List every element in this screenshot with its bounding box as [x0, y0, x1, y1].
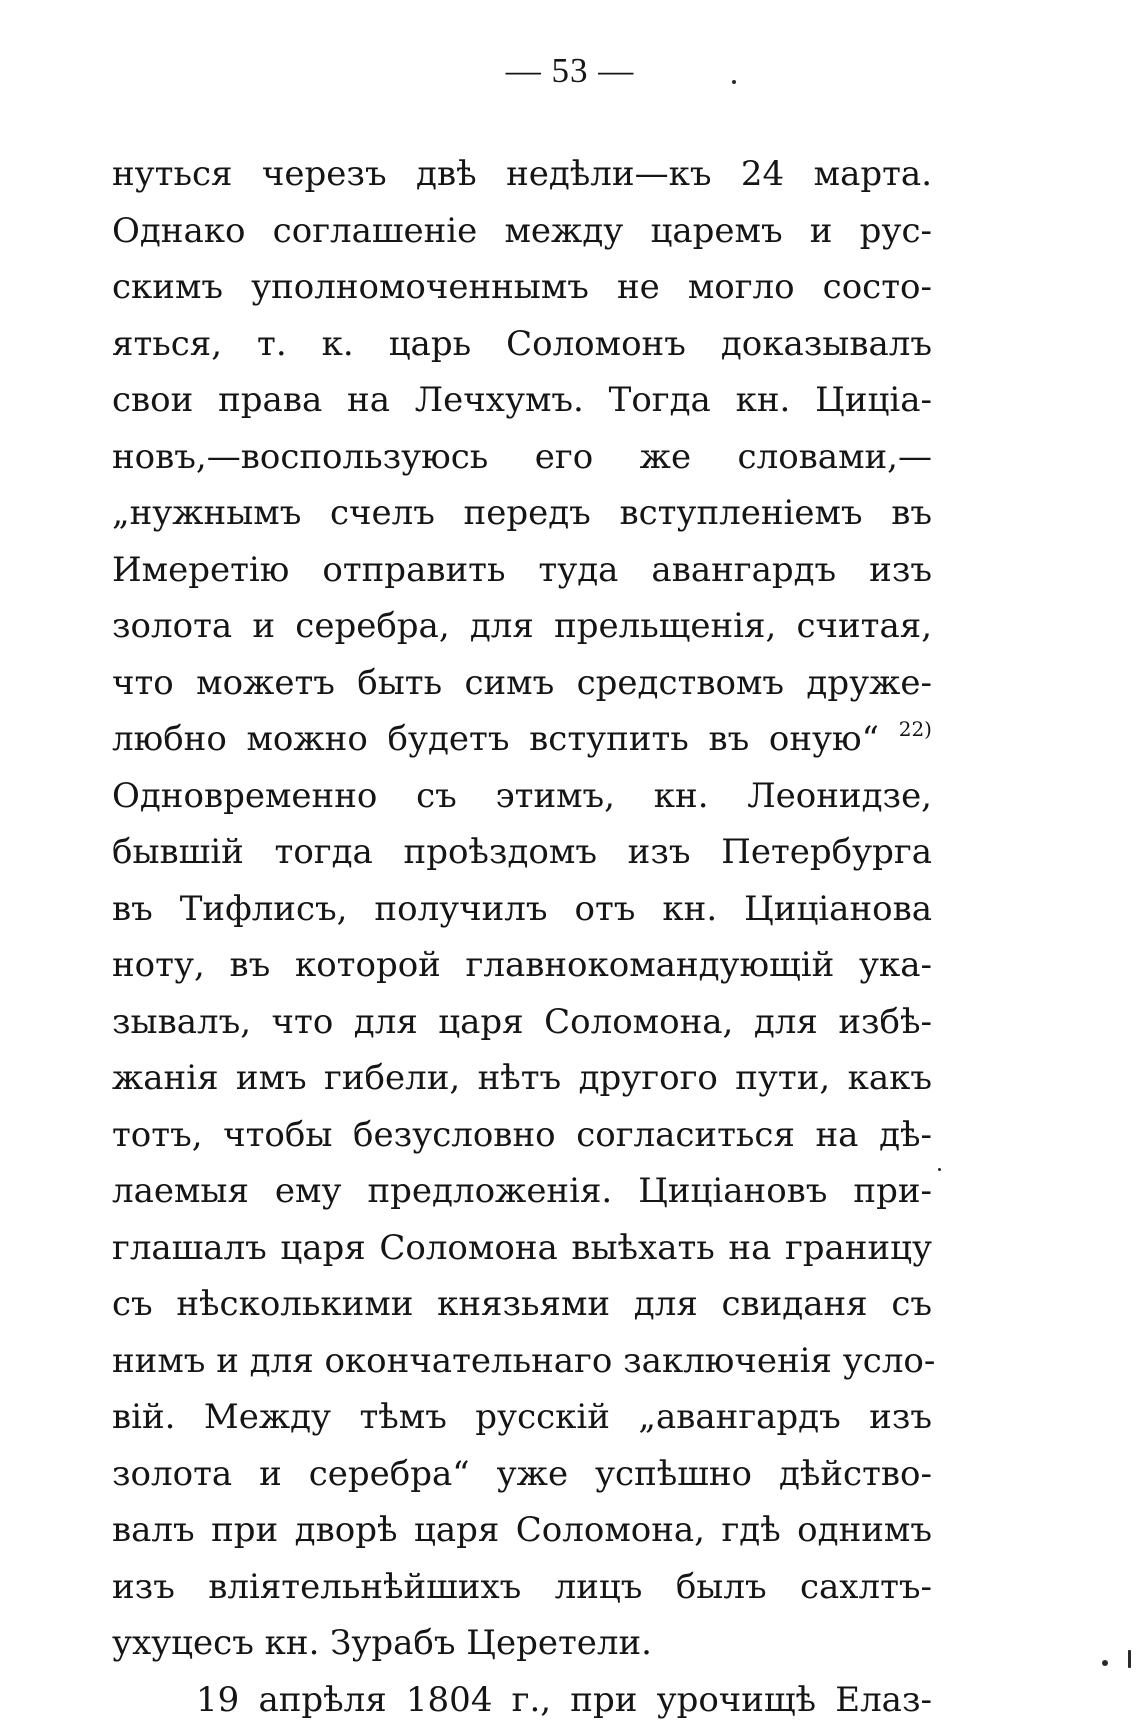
text-line: ноту, въ которой главнокомандующій ука- [112, 937, 932, 994]
text-line: бывшій тогда проѣздомъ изъ Петербурга [112, 824, 932, 881]
text-line: свои права на Лечхумъ. Тогда кн. Циціа- [112, 372, 932, 429]
text-line-content: любно можно будетъ вступить въ оную“ [112, 719, 879, 759]
scan-speck [1128, 1650, 1131, 1668]
text-line: нимъ и для окончательнаго заключенія усло- [112, 1333, 932, 1390]
text-line: вій. Между тѣмъ русскій „авангардъ изъ [112, 1389, 932, 1446]
text-line: изъ вліятельнѣйшихъ лицъ былъ сахлтъ- [112, 1559, 932, 1616]
paragraph-end-line: ухуцесъ кн. Зурабъ Церетели. [112, 1615, 932, 1672]
text-line: новъ,—воспользуюсь его же словами,— [112, 429, 932, 486]
text-line: яться, т. к. царь Соломонъ доказывалъ [112, 316, 932, 373]
text-line: Однако соглашеніе между царемъ и рус- [112, 203, 932, 260]
text-line: зывалъ, что для царя Соломона, для избѣ- [112, 994, 932, 1051]
footnote-ref: 22) [899, 717, 932, 741]
text-line: золота и серебра“ уже успѣшно дѣйство- [112, 1446, 932, 1503]
text-line: глашалъ царя Соломона выѣхать на границу [112, 1220, 932, 1277]
text-line: нуться черезъ двѣ недѣли—къ 24 марта. [112, 146, 932, 203]
page-number: — 53 — [0, 46, 1140, 96]
text-line: золота и серебра, для прельщенія, считая, [112, 598, 932, 655]
text-line: Одновременно съ этимъ, кн. Леонидзе, [112, 768, 932, 825]
body-text [112, 146, 932, 1728]
text-line: скимъ уполномоченнымъ не могло состо- [112, 259, 932, 316]
scan-speck [938, 1168, 941, 1171]
text-line: жанія имъ гибели, нѣтъ другого пути, какъ [112, 1050, 932, 1107]
text-line: въ Тифлисъ, получилъ отъ кн. Циціанова [112, 881, 932, 938]
text-line: Имеретію отправить туда авангардъ изъ [112, 542, 932, 599]
scan-speck [1102, 1660, 1108, 1666]
text-line: тотъ, чтобы безусловно согласиться на дѣ- [112, 1107, 932, 1164]
text-line: „нужнымъ счелъ передъ вступленіемъ въ [112, 485, 932, 542]
text-line-with-footnote [112, 711, 932, 768]
scan-speck [732, 80, 736, 84]
text-line: лаемыя ему предложенія. Циціановъ при- [112, 1163, 932, 1220]
paragraph-start-line: 19 апрѣля 1804 г., при урочищѣ Елаз- [112, 1672, 932, 1728]
text-line: съ нѣсколькими князьями для свиданя съ [112, 1276, 932, 1333]
text-line: что можетъ быть симъ средствомъ друже- [112, 655, 932, 712]
text-line: валъ при дворѣ царя Соломона, гдѣ однимъ [112, 1502, 932, 1559]
